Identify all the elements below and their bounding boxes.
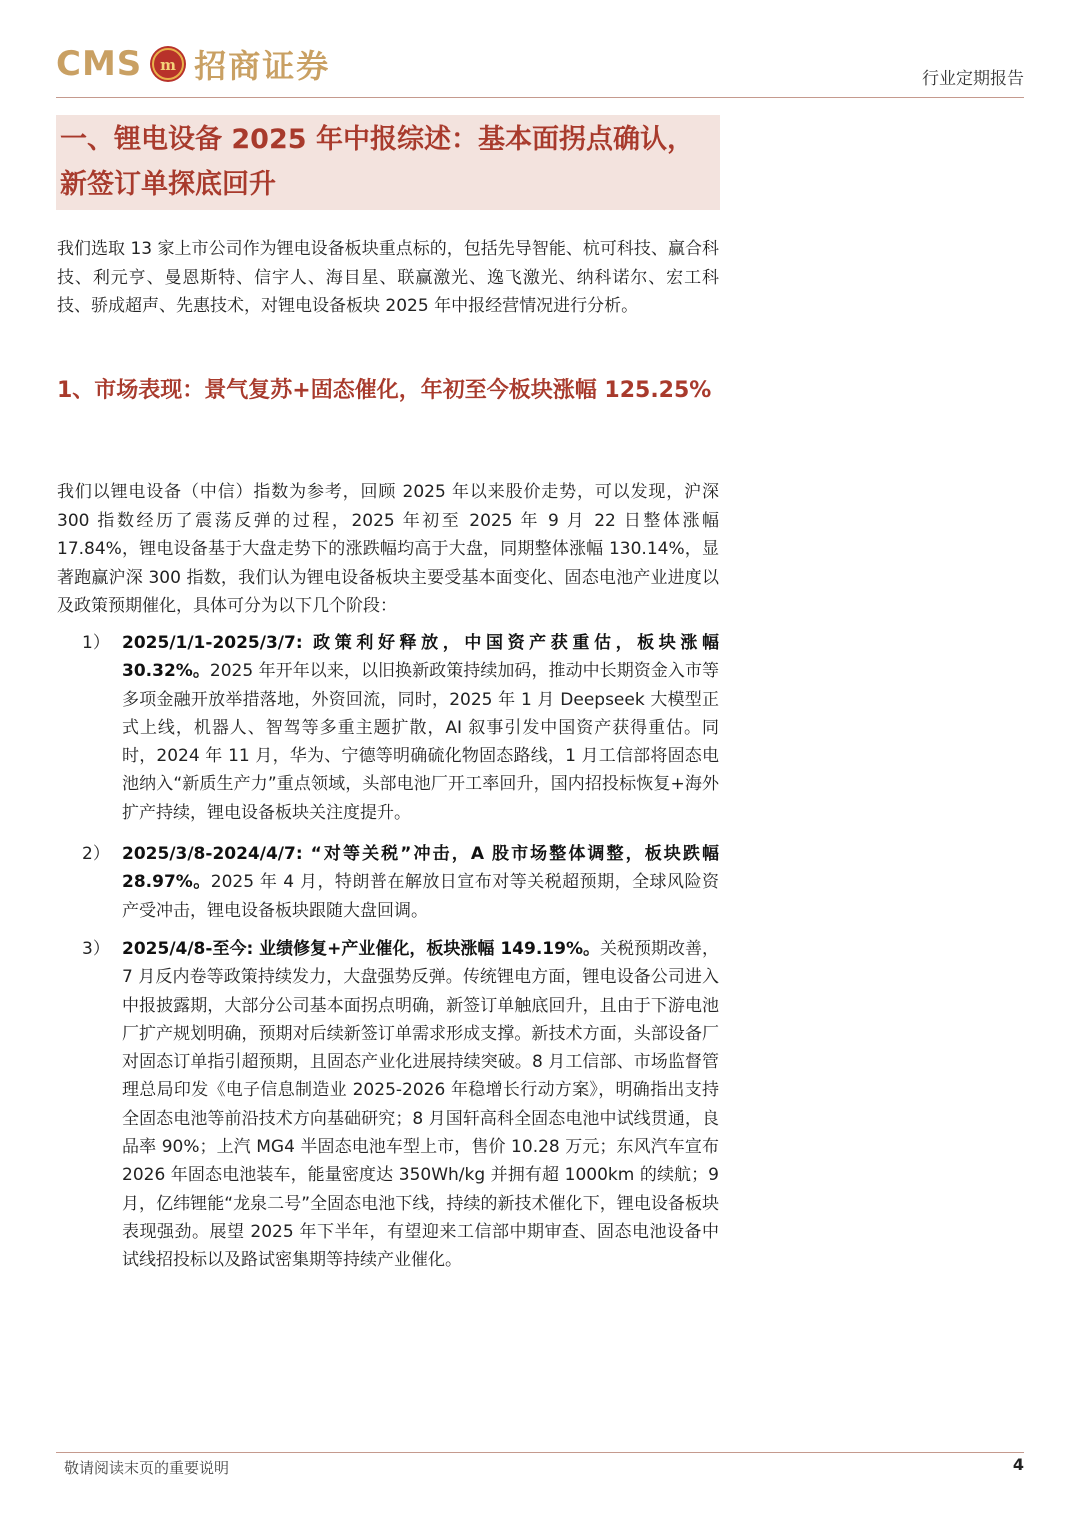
section-title: 一、锂电设备 2025 年中报综述：基本面拐点确认，新签订单探底回升 — [60, 124, 694, 200]
logo-cn-text: 招商证券 — [194, 47, 331, 85]
stage-text: 2025 年开年以来，以旧换新政策持续加码，推动中长期资金入市等多项金融开放举措落地，外资回流，同时，2025 年 1 月 Deepseek 大模型正式上线，机器人、智驾等多重主题扩散，AI 叙事引发中国资产获得重估。同时，2024 年 11 月，华为、宁德等明确硫化物固态路线，1 月工信部将固态电池纳入“新质生产力”重点领域，头部电池厂开工率回升，国内招投标恢复+海外扩产持续，锂电设备板块关注度提升。 — [122, 661, 719, 823]
disclaimer-note: 敬请阅读末页的重要说明 — [64, 1459, 230, 1477]
stage-heading: 2025/3/8-2024/4/7: “对等关税”冲击，A 股市场整体调整，板块跌幅 28.97%。 — [122, 844, 719, 893]
stage-body — [122, 840, 719, 925]
intro-paragraph: 我们选取 13 家上市公司作为锂电设备板块重点标的，包括先导智能、杭可科技、赢合科技、利元亨、曼恩斯特、信宇人、海目星、联赢激光、逸飞激光、纳科诺尔、宏工科技、骄成超声、先惠技术，对锂电设备板块 2025 年中报经营情况进行分析。 — [57, 239, 719, 316]
stage-body — [122, 629, 719, 827]
report-type-label: 行业定期报告 — [922, 69, 1024, 89]
stage-text: 2025 年 4 月，特朗普在解放日宣布对等关税超预期，全球风险资产受冲击，锂电设备板块跟随大盘回调。 — [122, 872, 719, 921]
section-title-box — [56, 115, 720, 210]
stage-number: 2） — [82, 844, 110, 864]
footer-divider — [56, 1452, 1024, 1453]
subsection-title: 1、市场表现：景气复苏+固态催化，年初至今板块涨幅 125.25% — [57, 378, 712, 403]
stage-item — [82, 629, 719, 827]
page-header — [56, 36, 1024, 100]
stage-item — [82, 840, 719, 925]
stage-heading: 2025/1/1-2025/3/7: 政策利好释放，中国资产获重估，板块涨幅 30.32%。 — [122, 633, 719, 682]
svg-text:m: m — [160, 56, 177, 74]
page-number: 4 — [1012, 1455, 1024, 1474]
logo-cms-text: CMS — [56, 44, 143, 84]
stage-item — [82, 935, 719, 1275]
stage-number: 3） — [82, 939, 110, 959]
stage-text: 关税预期改善，7 月反内卷等政策持续发力，大盘强势反弹。传统锂电方面，锂电设备公司进入中报披露期，大部分公司基本面拐点明确，新签订单触底回升，且由于下游电池厂扩产规划明确，预期对后续新签订单需求形成支撑。新技术方面，头部设备厂对固态订单指引超预期，且固态产业化进展持续突破。8 月工信部、市场监督管理总局印发《电子信息制造业 2025-2026 年稳增长行动方案》，明确指出支持全固态电池等前沿技术方向基础研究；8 月国轩高科全固态电池中试线贯通，良品率 90%；上汽 MG4 半固态电池车型上市，售价 10.28 万元；东风汽车宣布 2026 年固态电池装车，能量密度达 350Wh/kg 并拥有超 1000km 的续航；9 月，亿纬锂能“龙泉二号”全固态电池下线，持续的新技术催化下，锂电设备板块表现强劲。展望 2025 年下半年，有望迎来工信部中期审查、固态电池设备中试线招投标以及路试密集期等持续产业催化。 — [122, 939, 719, 1271]
header-divider — [56, 97, 1024, 98]
company-logo — [56, 40, 330, 88]
stage-heading: 2025/4/8-至今: 业绩修复+产业催化，板块涨幅 149.19%。 — [122, 939, 600, 959]
stage-number: 1） — [82, 633, 110, 653]
stage-body — [122, 935, 719, 1275]
logo-seal-icon — [148, 44, 188, 84]
market-performance-paragraph: 我们以锂电设备（中信）指数为参考，回顾 2025 年以来股价走势，可以发现，沪深 300 指数经历了震荡反弹的过程，2025 年初至 2025 年 9 月 22 日整体涨幅 17.84%，锂电设备基于大盘走势下的涨跌幅均高于大盘，同期整体涨幅 130.14%，显著跑赢沪深 300 指数，我们认为锂电设备板块主要受基本面变化、固态电池产业进度以及政策预期催化，具体可分为以下几个阶段： — [57, 482, 719, 616]
